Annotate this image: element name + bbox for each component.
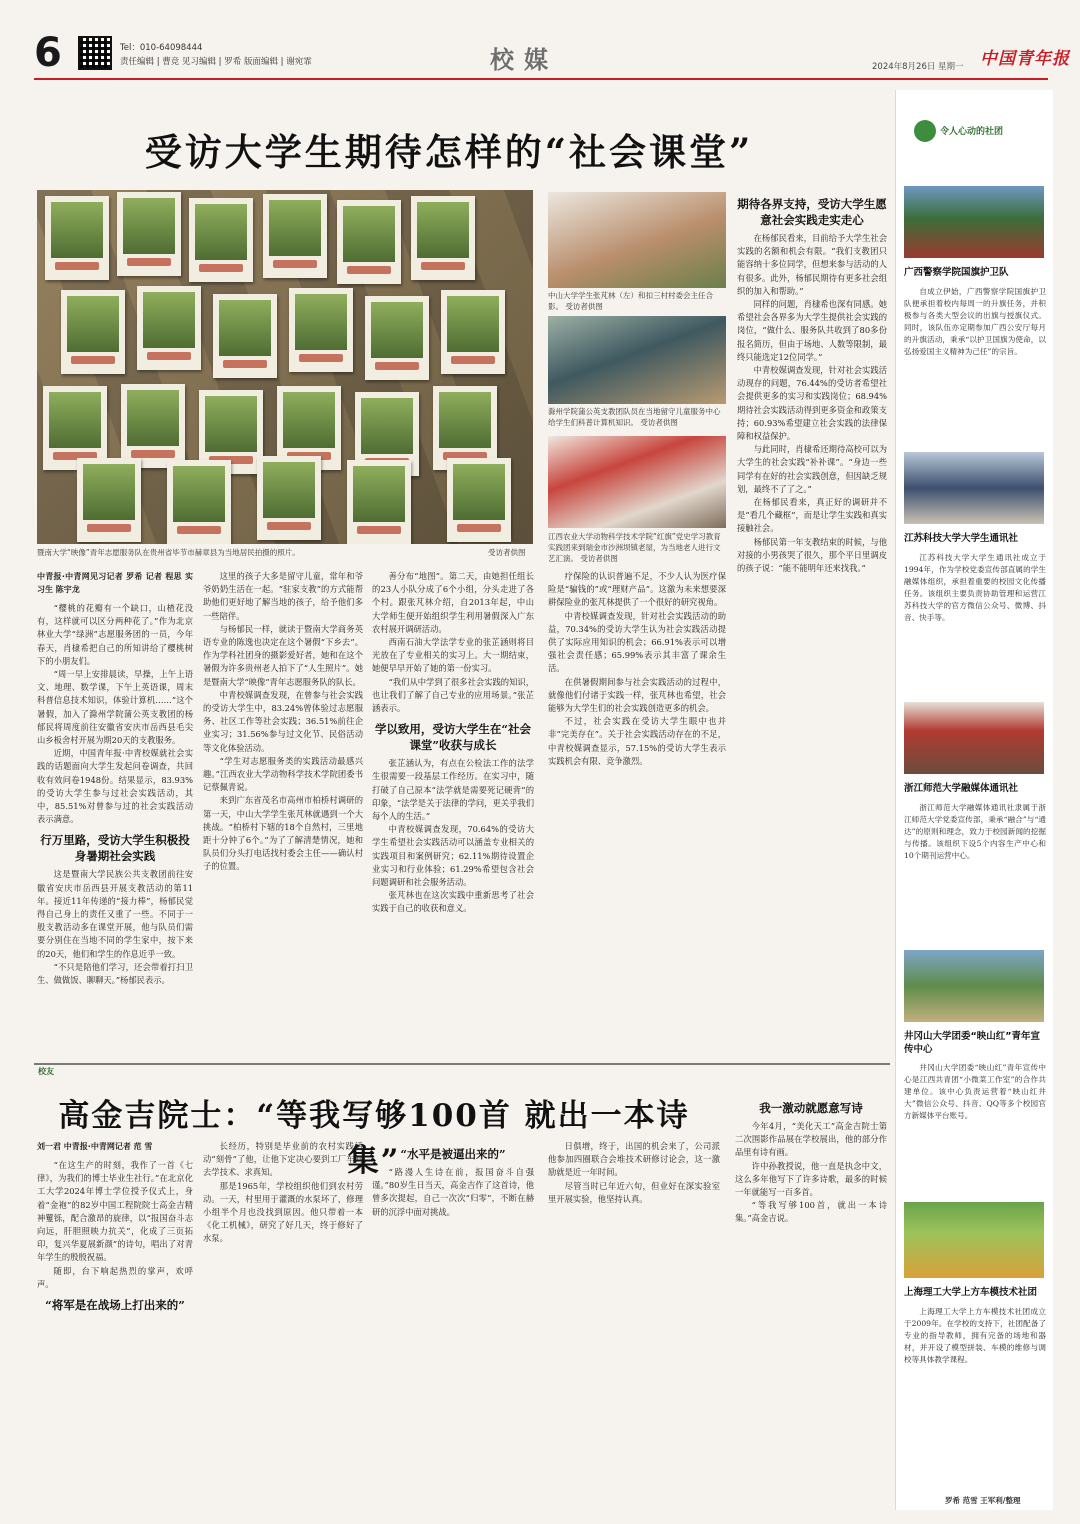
paragraph: 今年4月，“美化天工”高金吉院士第二次围影作品展在学校展出，他的部分作品里有诗有画。 xyxy=(735,1121,887,1158)
photo-b-credit: 受访者供图 xyxy=(640,418,678,427)
photo-card xyxy=(45,196,109,280)
sidebar-photo-3 xyxy=(904,702,1044,774)
photo-card xyxy=(61,290,125,374)
main-photo-credit: 受访者供图 xyxy=(488,548,526,557)
paragraph: 张芃林也在这次实践中重新思考了社会实践于自己的收获和意义。 xyxy=(372,890,534,914)
photo-card xyxy=(121,384,185,468)
photo-b-caption: 滁州学院蒲公英支教团队员在当地留守儿童服务中心给学生们科普计算机知识。 受访者供图 xyxy=(548,407,721,427)
paragraph: 善分布“地图”。第二天，由她担任组长的23人小队分成了6个小组，分头走进了各个村。跟张芃林介绍，自2013年起，中山大学师生便开始组织学生利用暑假深入广东农村展开调研活动。 xyxy=(372,571,534,634)
paragraph: 在杨郁民看来，真正好的调研并不是“看几个藏框”，而是让学生实践和真实接触社会。 xyxy=(737,497,887,534)
newspaper-logo: 中国青年报 xyxy=(980,49,1070,69)
paragraph: 西南石油大学法学专业的张芷涵则将目光放在了专业相关的实习上。大一期结束，她便早早开始了她的第一份实习。 xyxy=(372,637,534,674)
article2-tag: 校友 xyxy=(38,1067,54,1076)
sidebar-item-title: 上海理工大学上方车模技术社团 xyxy=(904,1287,1038,1298)
photo-a-caption: 中山大学学生张芃林（左）和扣三村村委会主任合影。 受访者供图 xyxy=(548,291,713,311)
sidebar-item-text: 上海理工大学上方车模技术社团成立于2009年。在学校的支持下，社团配备了专业的指导教师，拥有完备的场地和器材，并开设了模型拼装、车模的维修与调校等具体教学课程。 xyxy=(904,1307,1046,1364)
photo-card xyxy=(347,460,411,544)
qr-code-icon xyxy=(78,36,112,70)
sidebar-item-text: 江苏科技大学大学生通讯社成立于1994年，作为学校党委宣传部直属的学生融媒体组织，承担着重要的校园文化传播任务。该组织主要负责协助管理和运营江苏科技大学的官方微信公众号、微博、抖音、快手等。 xyxy=(904,553,1046,622)
sidebar-item-title: 浙江师范大学融媒体通讯社 xyxy=(904,783,1019,794)
paragraph: 随即，台下响起热烈的掌声，欢呼声。 xyxy=(37,1265,193,1289)
article1-col2 xyxy=(203,570,363,1050)
photo-card xyxy=(411,196,475,280)
main-photo xyxy=(37,190,533,544)
paragraph: 在供暑假期间参与社会实践活动的过程中，就像他们付诸于实践一样，张芃林也希望，社会能够为大学生们的社会实践创造更多的机会。 xyxy=(548,676,726,714)
main-photo-caption: 暨南大学“映像”青年志愿服务队在贵州省毕节市赫章县为当地居民拍摄的照片。 xyxy=(37,548,300,557)
photo-card xyxy=(189,198,253,282)
article2-col1 xyxy=(37,1140,193,1510)
sidebar-photo-4 xyxy=(904,950,1044,1022)
article2-col5 xyxy=(735,1094,887,1510)
photo-c xyxy=(548,436,726,528)
paragraph: 张芷涵认为，有点在公检法工作的法学生很需要一段基层工作经历。在实习中，随打破了自己原本“法学就是需要死记硬背”的印象，“法学是关于法律的学问，更关乎我们每个人的生活。” xyxy=(372,758,534,822)
club-icon xyxy=(914,120,936,142)
photo-card xyxy=(257,456,321,540)
sidebar-item-text: 浙江师范大学融媒体通讯社隶属于浙江师范大学党委宣传部，秉承“融合”与“通达”的原则和理念，致力于校园新闻的挖掘与传播。该组织下设5个内容生产中心和10个期刊运营中心。 xyxy=(904,803,1046,860)
article1-col5 xyxy=(737,196,887,1051)
paragraph: 这是暨南大学民族公共支教团前往安徽省安庆市岳西县开展支教活动的第11年。接近11年传递的“接力棒”，杨郁民觉得自己身上的责任又重了一些。不同于一般支教活动多在课堂开展，他与队员们需要分别住在当地不同的学生家中，按下来的20天，他们和学生的作息近乎一致。 xyxy=(37,869,193,959)
photo-card xyxy=(337,200,401,284)
article1-byline: 中青报·中青网见习记者 罗希 记者 程思 实习生 陈宇龙 xyxy=(37,572,193,594)
section-title: 校媒 xyxy=(490,45,558,74)
paragraph: “等我写够100首，就出一本诗集。”高金吉说。 xyxy=(735,1200,887,1224)
sidebar xyxy=(895,90,1053,1510)
article-divider xyxy=(34,1063,890,1065)
paragraph: 那是1965年，学校组织他们到农村劳动。一天，村里用于灌溉的水泵坏了，修理小组半个月也没找到原因。他只带着一本《化工机械》，研究了好几天，终于修好了水泵。 xyxy=(203,1180,363,1244)
article1-col1 xyxy=(37,570,193,1050)
header-tel: Tel：010-64098444 xyxy=(120,43,203,53)
paragraph: 许中孙教授说，他一直是执念中文，这么多年他写下了许多诗歌，最多的时候一年就能写一百多首。 xyxy=(735,1160,887,1198)
sidebar-photo-5 xyxy=(904,1202,1044,1278)
paragraph: 中青校媒调查发现，在曾参与社会实践的受访大学生中，83.24%曾体验过志愿服务、社区工作等社会实践；36.51%前往企业实习；31.56%参与过文化节、民俗活动等文化体验活动。 xyxy=(203,689,363,753)
footer-editors: 罗希 范雪 王军利/整理 xyxy=(945,1496,1021,1505)
article2-byline: 刘一君 中青报·中青网记者 范 雪 xyxy=(37,1142,153,1151)
main-headline: 受访大学生期待怎样的“社会课堂” xyxy=(144,130,754,174)
paragraph: 与此同时，肖棣希还期待高校可以为大学生的社会实践“补补课”。“身边一些同学有在好的社会实践创意，但因缺乏规划，最终不了了之。” xyxy=(737,444,887,494)
sidebar-photo-2 xyxy=(904,452,1044,524)
sidebar-item-title: 江苏科技大学大学生通讯社 xyxy=(904,533,1019,544)
paragraph: 长经历，特别是毕业前的农村实践活动“刻骨”了他，让他下定决心要到工厂车间去学技术、求真知。 xyxy=(203,1141,363,1178)
paragraph: “周一早上安排晨读，早操，上午上语文、地理、数学课，下午上英语课，周末科普信息技术知识，体验计算机……”这个暑假，加入了滁州学院蒲公英支教团的杨郁民将周度前往安徽省安庆市岳西县毛尖山乡板舍村开展为期20天的支教服务。 xyxy=(37,669,193,746)
sidebar-tag-label: 令人心动的社团 xyxy=(940,127,1004,137)
paragraph: “我们从中学到了很多社会实践的知识，也让我们了解了自己专业的应用场景。”张芷涵表示。 xyxy=(372,676,534,714)
paragraph: “不只是陪他们学习，还会带着打扫卫生、做做饭、聊聊天。”杨郁民表示。 xyxy=(37,961,193,986)
sidebar-item-text: 自成立伊始，广西警察学院国旗护卫队便承担着校内每周一的升旗任务，并积极参与各类大型会议的出旗与授旗仪式。同时，该队伍亦定期参加广西公安厅每月的升旗活动，秉承“以护卫国旗为使命，以弘扬爱国主义精神为己任”的宗旨。 xyxy=(904,287,1046,356)
paragraph: 疗保险的认识普遍不足，不少人认为医疗保险是“骗钱的”或“理财产品”。这激为未来想要深耕保险业的张芃林提供了一个很好的研究视角。 xyxy=(548,571,726,608)
paragraph: 尽管当时已年近六旬，但业好在深实验室里开展实验，他坚持认真。 xyxy=(548,1180,720,1204)
page-number: 6 xyxy=(34,30,62,76)
paragraph: 中青校媒调查发现，70.64%的受访大学生希望社会实践活动可以涵盖专业相关的实践项目和案例研究；62.11%期待设置企业实习和行业体验；61.29%希望包含社会问题调研和社会服务活动。 xyxy=(372,824,534,888)
photo-a-credit: 受访者供图 xyxy=(565,302,603,311)
article1-col3 xyxy=(372,570,534,1050)
page-header xyxy=(0,0,1080,80)
photo-card xyxy=(447,458,511,542)
paragraph: 日俱增，终于，出国的机会来了，公司派他参加四圈联合会堆技术研修讨论会，这一激励就是近一年时间。 xyxy=(548,1141,720,1178)
paragraph: 不过，社会实践在受访大学生眼中也并非“完美存在”。关于社会实践活动存在的不足，中青校媒调查显示，57.15%的受访大学生表示实践机会有限、竞争激烈。 xyxy=(548,716,726,766)
sidebar-item-text: 井冈山大学团委“映山红”青年宣传中心是江西共青团“小微菜工作室”的合作共建单位。该中心负责运营着“映山红井大”微信公众号、抖音、QQ等多个校园官方新媒体平台账号。 xyxy=(904,1063,1046,1120)
photo-card xyxy=(365,296,429,380)
paragraph: “樱桃的花瓣有一个缺口，山楂花没有，这样就可以区分两种花了。”作为北京林业大学“绿洲”志愿服务团的一员，今年春天，肖棣希把自己的所知讲给了樱桃树下的小朋友们。 xyxy=(37,603,193,666)
paragraph: “在这生产的时刻，我作了一首《七律》，为我们的博士毕业生社行。”在北京化工大学2024年博士学位授予仪式上，身着“金袍”的82岁中国工程院院士高金吉精神矍铄，配合激昂的旋律，以“报国奋斗志向远，肝胆照映力抗关”，化成了三页拓印，复兴华夏展新颜”的诗句，唱出了对青年学生的殷殷祝福。 xyxy=(37,1160,193,1263)
sidebar-photo-1 xyxy=(904,186,1044,258)
subheading-1: 行万里路，受访大学生积极投身暑期社会实践 xyxy=(40,833,190,864)
paragraph: 来到广东省茂名市高州市柏桥村调研的第一天，中山大学学生张芃林就遇到一个大挑战。“柏桥村下辖的18个自然村，三里地距十分钟了6个。”为了了解清楚情况，她和队员们分头打电话找村委会主任——确认村子的位置。 xyxy=(203,795,363,872)
paragraph: 在杨郁民看来，目前给予大学生社会实践的名额和机会有限。“我们支教团只能容纳十多位同学，但想来参与活动的人有很多。此外，杨郁民期待有更多社会组织的加入和帮助。” xyxy=(737,233,887,296)
photo-card xyxy=(213,294,277,378)
paragraph: 中青校媒调查发现，针对社会实践活动现存的问题，76.44%的受访者希望社会提供更多的实习和实践岗位；68.94%期待社会实践活动得到更多资金和政策支持；60.93%希望建立社会实践的法律保障和权益保护。 xyxy=(737,365,887,442)
subheading-3: 期待各界支持，受访大学生愿意社会实践走实走心 xyxy=(737,197,887,227)
photo-c-caption: 江西农业大学动物科学技术学院“红旗”党史学习教育实践团来到瑞金市沙洲坝镇老屋，为当地老人进行文艺汇演。 受访者供图 xyxy=(548,532,721,563)
paragraph: 同样的问题，肖棣希也深有同感。她希望社会各界多为大学生提供社会实践的岗位，“做什么、服务队共收到了80多份报名简历，但由于场地、人数等限制，最终只能选定12位同学。” xyxy=(737,299,887,362)
issue-date: 2024年8月26日 星期一 xyxy=(872,62,964,72)
article2-subheading-1: “将军是在战场上打出来的” xyxy=(45,1298,185,1313)
sidebar-tag xyxy=(914,120,1036,142)
photo-card xyxy=(137,286,201,370)
article1-col4 xyxy=(548,570,726,1050)
paragraph: “学生对志愿服务类的实践活动最感兴趣。”江西农业大学动物科学技术学院团委书记蔡佩青说。 xyxy=(203,755,363,793)
sidebar-item-title: 井冈山大学团委“映山红”青年宣传中心 xyxy=(904,1031,1040,1055)
paragraph: 与杨郁民一样，就读于暨南大学商务英语专业的陈逸也决定在这个暑假“下乡去”。作为学科社团身的摄影爱好者，她和在这个暑假为许多贵州老人拍下了“人生照片”。她是暨南大学“映像”青年志愿服务队的队长。 xyxy=(203,623,363,687)
paragraph: 杨郁民第一年支教结束的时候，与他对接的小男孩哭了很久，那个平日里调皮的孩子说：“能不能明年还来找我。” xyxy=(737,536,887,574)
photo-card xyxy=(289,288,353,372)
article2-col2 xyxy=(203,1140,363,1510)
article2-subheading-2: “水平是被逼出来的” xyxy=(400,1147,506,1161)
photo-b xyxy=(548,316,726,404)
photo-card xyxy=(117,192,181,276)
photo-card xyxy=(167,460,231,544)
header-rule xyxy=(34,78,1048,80)
paragraph: “路漫人生诗在前，报国奋斗自强谨。”80岁生日当天，高金吉作了这首诗，他曾多次提起，自己一次次“归零”，不断在赫研的沉浮中面对挑战。 xyxy=(372,1167,534,1217)
subheading-2: 学以致用，受访大学生在“社会课堂”收获与成长 xyxy=(374,722,532,753)
photo-card xyxy=(263,194,327,278)
paragraph: 这里的孩子大多是留守儿童，常年和爷爷奶奶生活在一起。“驻家支教”的方式能帮助他们更好地了解当地的孩子，给予他们多一些陪伴。 xyxy=(203,571,363,621)
header-info xyxy=(120,41,312,69)
article2-headline: 高金吉院士：“等我写够100首 就出一本诗集” xyxy=(58,1098,690,1179)
photo-c-credit: 受访者供图 xyxy=(580,554,618,563)
photo-a xyxy=(548,192,726,288)
header-editors: 责任编辑 | 曹竞 见习编辑 | 罗希 版面编辑 | 谢宛霏 xyxy=(120,57,312,67)
article2-col4 xyxy=(548,1140,720,1510)
photo-card xyxy=(441,290,505,374)
article2-subheading-3: 我一激动就愿意写诗 xyxy=(759,1101,863,1115)
article2-col3 xyxy=(372,1140,534,1510)
paragraph: 中青校媒调查发现，针对社会实践活动的助益，70.34%的受访大学生认为社会实践活动提供了实际应用知识的机会；66.91%表示可以增强社会责任感；65.99%表示其丰富了课余生活。 xyxy=(548,610,726,674)
sidebar-item-title: 广西警察学院国旗护卫队 xyxy=(904,267,1009,278)
photo-card xyxy=(77,458,141,542)
paragraph: 近期，中国青年报·中青校媒就社会实践的话题面向大学生发起问卷调查，共回收有效问卷1948份。结果显示，83.93%的受访大学生参与过社会实践活动，其中，85.51%对曾参与过的社会实践活动表示满意。 xyxy=(37,748,193,825)
